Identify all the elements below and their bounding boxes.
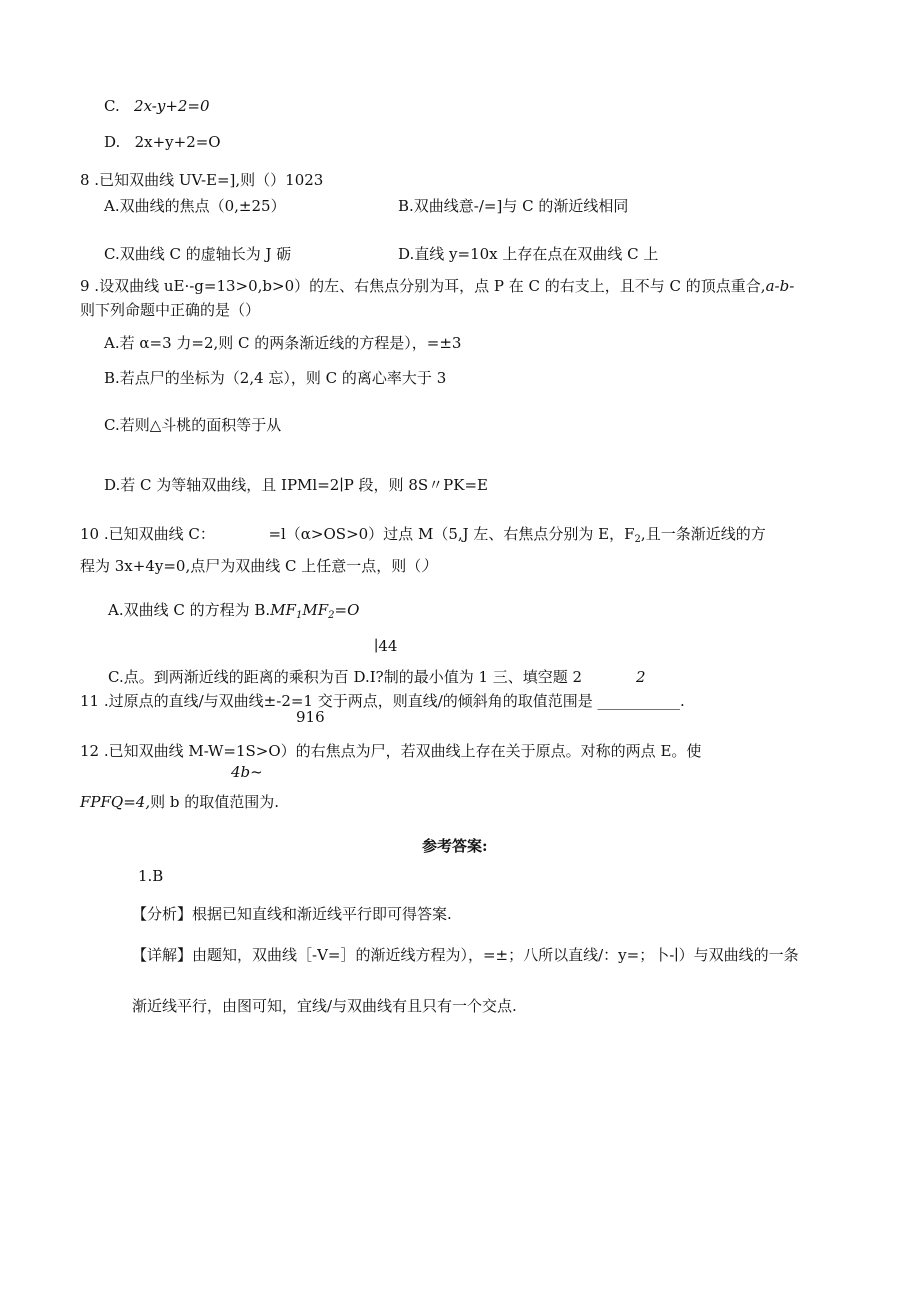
- q8-option-c: C.双曲线 C 的虚轴长为 J 砺: [104, 245, 292, 263]
- q12-line2: [80, 792, 279, 812]
- q9-stem-text: 9 .设双曲线 uE·-g=13>0,b>0）的左、右焦点分别为耳，点 P 在 C 的右支上，且不与 C 的顶点重合,: [80, 277, 766, 295]
- q10-formula-sub: 1: [295, 610, 303, 621]
- q10-stem-part2: =l（α>OS>0）过点 M（5,J 左、右焦点分别为 E，F: [268, 525, 635, 543]
- answers-title: 参考答案:: [422, 837, 488, 855]
- q9-option-a: A.若 α=3 力=2,则 C 的两条渐近线的方程是），=±3: [104, 334, 462, 352]
- q9-option-b: B.若点尸的坐标为（2,4 忘），则 C 的离心率大于 3: [104, 369, 447, 387]
- answer-detail-line1: 【详解】由题知，双曲线［-V=］的渐近线方程为），=±；八所以直线/：y=；卜-∣）与双曲线的一条: [132, 946, 799, 964]
- q9-stem-line2: 则下列命题中正确的是（）: [80, 301, 261, 319]
- q10-stem-paren: ）: [421, 557, 437, 575]
- q8-option-b: B.双曲线意-/=]与 C 的渐近线相同: [398, 197, 629, 215]
- q12-subline: 4b~: [231, 763, 263, 781]
- q8-option-d: D.直线 y=10x 上存在点在双曲线 C 上: [398, 245, 659, 263]
- q10-formula-eq: =O: [334, 601, 360, 619]
- q10-formula-mf: MF: [270, 601, 296, 619]
- q9-stem-line1: [80, 276, 794, 296]
- answer-item-1: 1.B: [138, 867, 164, 885]
- q10-stem-text: 程为 3x+4y=0,点尸为双曲线 C 上任意一点，则（: [80, 557, 422, 575]
- q9-stem-formula: a-b-: [765, 277, 795, 295]
- q10-stem-part1: 10 .已知双曲线 C：: [80, 525, 215, 543]
- q10-formula-mf2: MF: [302, 601, 329, 619]
- q10-fragment: ∣44: [374, 637, 398, 655]
- q9-option-d: D.若 C 为等轴双曲线，且 IPMl=2∣P 段，则 8S〃PK=E: [104, 476, 488, 494]
- q11-stem: 11 .过原点的直线/与双曲线±-2=1 交于两点，则直线/的倾斜角的取值范围是 ___________.: [80, 692, 685, 710]
- q10-option-cd-text: C.点。到两渐近线的距离的乘积为百 D.I?制的最小值为 1 三、填空题 2: [108, 668, 583, 686]
- q11-subline: 916: [296, 708, 325, 726]
- q10-stem-line2: [80, 556, 436, 576]
- option-text: 2x-y+2=0: [134, 97, 210, 115]
- q12-line2-text: 则 b 的取值范围为.: [150, 793, 280, 811]
- q9-option-c: C.若则△斗桃的面积等于从: [104, 416, 282, 434]
- q10-option-a: A.双曲线 C 的方程为 B.: [108, 601, 271, 619]
- answer-detail-line2: 渐近线平行，由图可知，宜线/与双曲线有且只有一个交点.: [132, 997, 517, 1015]
- q10-option-ab: [108, 600, 359, 626]
- q10-stem-part3: ,且一条渐近线的方: [640, 525, 766, 543]
- q12-stem: 12 .已知双曲线 M-W=1S>O）的右焦点为尸，若双曲线上存在关于原点。对称的两点 E。使: [80, 742, 702, 760]
- option-c-row: [104, 96, 210, 116]
- q12-formula: FPFQ=4,: [80, 793, 151, 811]
- q8-stem: 8 .已知双曲线 UV-E=],则（）1023: [80, 171, 324, 189]
- option-label: D.: [104, 133, 121, 151]
- q8-option-a: A.双曲线的焦点（0,±25）: [104, 197, 286, 215]
- q10-subscript: 2: [634, 534, 641, 545]
- option-text: 2x+y+2=O: [134, 133, 221, 151]
- q10-stem-line1: [80, 524, 766, 550]
- q10-option-cd: [108, 667, 582, 687]
- option-label: C.: [104, 97, 120, 115]
- q10-formula-sub2: 2: [328, 610, 335, 621]
- option-d-row: [104, 132, 221, 152]
- q10-fragment-italic: 2: [636, 668, 646, 686]
- answer-analysis: 【分析】根据已知直线和渐近线平行即可得答案.: [132, 905, 452, 923]
